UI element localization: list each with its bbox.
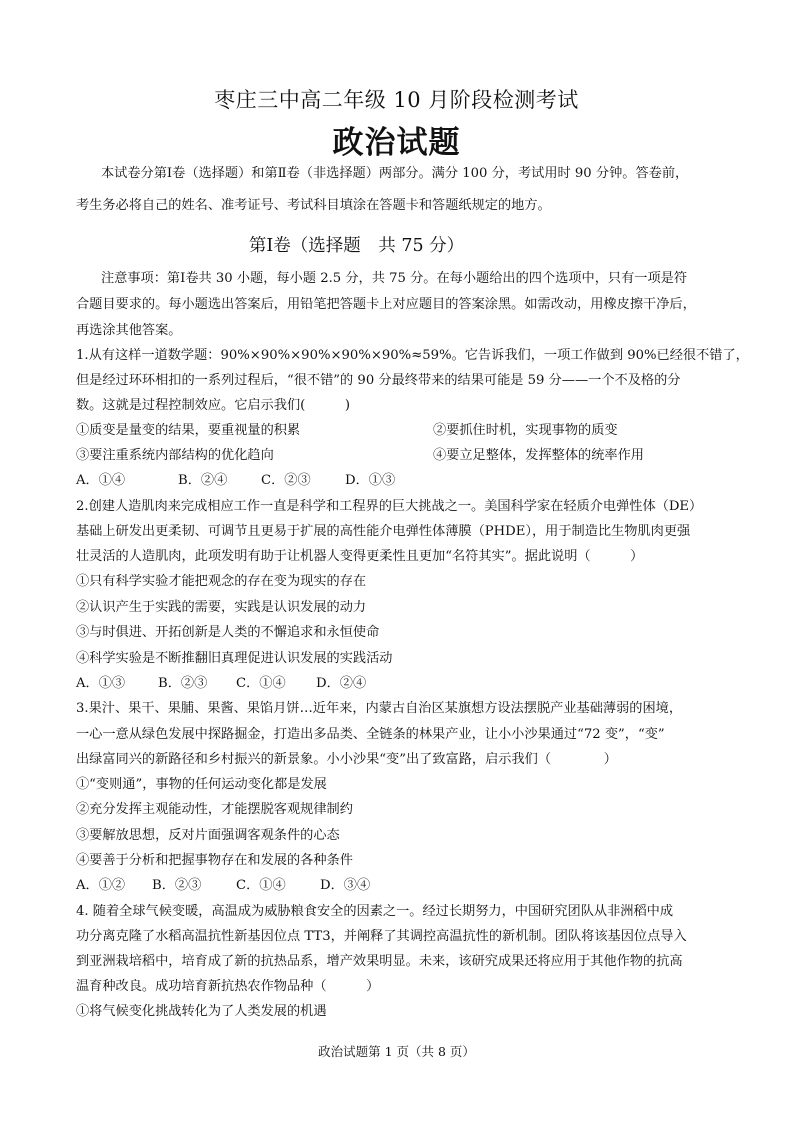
statement: ②充分发挥主观能动性，才能摆脱客观规律制约 (76, 802, 353, 817)
notes-line: 再选涂其他答案。 (76, 323, 182, 338)
question-4-stem: 到亚洲栽培稻中，培育成了新的抗热品系，增产效果明显。未来，该研究成果还将应用于其他作物的抗高 (76, 954, 683, 969)
question-3-options (76, 877, 425, 895)
option-d: D．②④ (316, 676, 367, 691)
option-c: C．①④ (236, 676, 286, 691)
notes-line: 注意事项：第Ⅰ卷共 30 小题，每小题 2.5 分，共 75 分。在每小题给出的四个选项中，只有一项是符 (101, 271, 688, 286)
statement: ④科学实验是不断推翻旧真理促进认识发展的实践活动 (76, 651, 393, 666)
option-b: B．②③ (158, 676, 208, 691)
question-1-stem: 但是经过环环相扣的一系列过程后，“很不错”的 90 分最终带来的结果可能是 59 分——一个不及格的分 (76, 373, 681, 388)
section-title: 第Ⅰ卷（选择题 共 75 分） (248, 236, 465, 256)
statement: ①只有科学实验才能把观念的存在变为现实的存在 (76, 574, 367, 589)
option-a: A．①④ (76, 473, 126, 488)
question-3-stem: 一心一意从绿色发展中探路掘金，打造出多品类、全链条的林果产业，让小小沙果通过“72 变”，“变” (76, 727, 665, 742)
option-d: D．③④ (320, 878, 371, 893)
statement: ①质变是量变的结果，要重视量的积累 (76, 423, 301, 438)
question-1-stem: 数。这就是过程控制效应。它启示我们( ) (76, 398, 351, 413)
option-a: A．①② (76, 878, 126, 893)
question-1-stem: 1.从有这样一道数学题：90%×90%×90%×90%×90%≈59%。它告诉我们，一项工作做到 90%已经很不错了， (76, 348, 749, 363)
option-d: D．①③ (345, 473, 396, 488)
question-1-options (76, 472, 450, 490)
question-4-stem: 功分离克隆了水稻高温抗性新基因位点 TT3，并阐释了其调控高温抗性的新机制。团队将该基因位点导入 (76, 929, 687, 944)
subject-title: 政治试题 (332, 125, 461, 161)
question-4-stem: 4. 随着全球气候变暖，高温成为威胁粮食安全的因素之一。经过长期努力，中国研究团队从非洲稻中成 (76, 904, 674, 919)
question-3-stem: 出绿富同兴的新路径和乡村振兴的新景象。小小沙果“变”出了致富路，启示我们（ ） (76, 752, 617, 767)
option-b: B．②④ (178, 473, 228, 488)
option-c: C．②③ (261, 473, 311, 488)
notes-line: 合题目要求的。每小题选出答案后，用铅笔把答题卡上对应题目的答案涂黑。如需改动，用橡皮擦干净后， (76, 297, 696, 312)
intro-line: 考生务必将自己的姓名、准考证号、考试科目填涂在答题卡和答题纸规定的地方。 (76, 198, 551, 213)
statement: ④要善于分析和把握事物存在和发展的各种条件 (76, 853, 353, 868)
statement: ①将气候变化挑战转化为了人类发展的机遇 (76, 1004, 327, 1019)
question-2-stem: 2.创建人造肌肉来完成相应工作一直是科学和工程界的巨大挑战之一。美国科学家在轻质介电弹性体（DE） (76, 499, 703, 514)
statement: ①“变则通”，事物的任何运动变化都是发展 (76, 777, 327, 792)
question-1-statement-row (76, 447, 644, 465)
option-b: B．②③ (152, 878, 202, 893)
statement: ③要注重系统内部结构的优化趋向 (76, 448, 274, 463)
statement: ②认识产生于实践的需要，实践是认识发展的动力 (76, 600, 367, 615)
statement: ③与时俱进、开拓创新是人类的不懈追求和永恒使命 (76, 625, 380, 640)
page-footer: 政治试题第 1 页（共 8 页） (318, 1044, 475, 1059)
question-1-statement-row (76, 422, 618, 440)
option-c: C．①④ (236, 878, 286, 893)
statement: ③要解放思想，反对片面强调客观条件的心态 (76, 828, 340, 843)
statement: ④要立足整体，发挥整体的统率作用 (433, 448, 644, 463)
exam-school-title: 枣庄三中高二年级 10 月阶段检测考试 (214, 88, 579, 112)
statement: ②要抓住时机，实现事物的质变 (433, 423, 618, 438)
question-4-stem: 温育种改良。成功培育新抗热农作物品种（ ） (76, 979, 380, 994)
question-2-options (76, 675, 421, 693)
question-2-stem: 基础上研发出更柔韧、可调节且更易于扩展的高性能介电弹性体薄膜（PHDE），用于制造比生物肌肉更强 (76, 524, 691, 539)
intro-line: 本试卷分第Ⅰ卷（选择题）和第Ⅱ卷（非选择题）两部分。满分 100 分，考试用时 90 分钟。答卷前， (101, 166, 689, 181)
question-2-stem: 壮灵活的人造肌肉，此项发明有助于让机器人变得更柔性且更加“名符其实”。据此说明（ ） (76, 549, 644, 564)
question-3-stem: 3.果汁、果干、果脯、果酱、果馅月饼…近年来，内蒙古自治区某旗想方设法摆脱产业基础薄弱的困境， (76, 701, 683, 716)
option-a: A．①③ (76, 676, 126, 691)
